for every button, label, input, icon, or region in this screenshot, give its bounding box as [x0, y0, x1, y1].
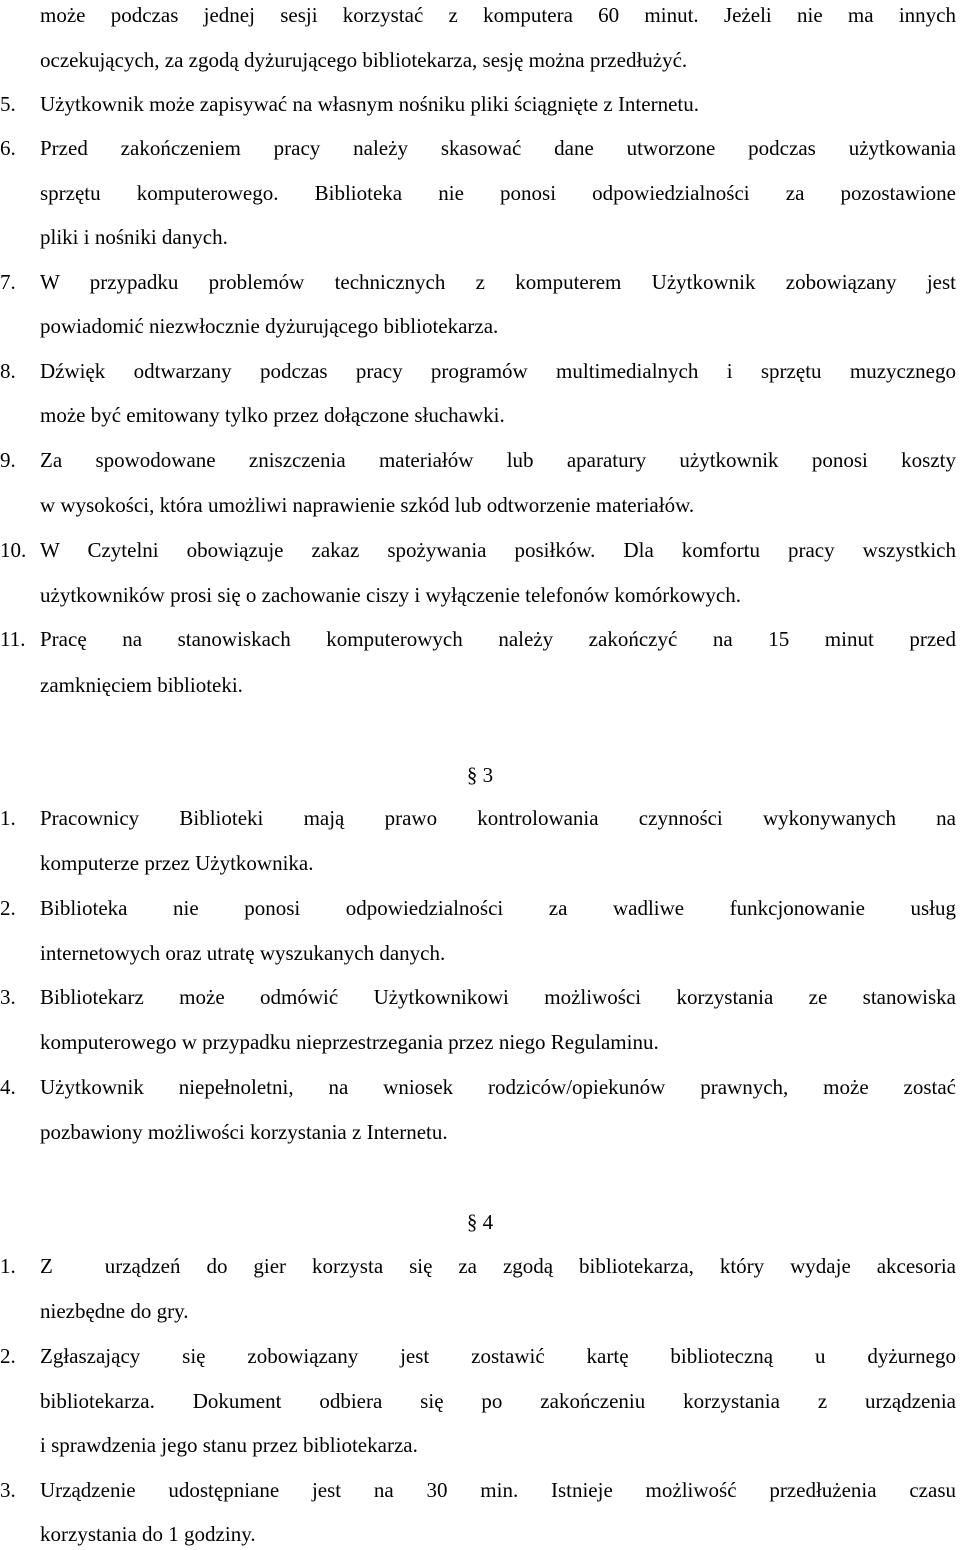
item-text-line: Przed zakończeniem pracy należy skasować dane utworzone podczas użytkowania	[40, 136, 956, 160]
item-number: 3.	[0, 985, 16, 1009]
item-text-line: komputerowego w przypadku nieprzestrzegania przez niego Regulaminu.	[40, 1030, 659, 1054]
item-text-line: W przypadku problemów technicznych z komputerem Użytkownik zobowiązany jest	[40, 270, 956, 294]
item-text-line: Zgłaszający się zobowiązany jest zostawić kartę biblioteczną u dyżurnego	[40, 1344, 956, 1368]
item-number: 7.	[0, 270, 16, 294]
item-text-line: Biblioteka nie ponosi odpowiedzialności za wadliwe funkcjonowanie usług	[40, 896, 956, 920]
item-text-line: może być emitowany tylko przez dołączone słuchawki.	[40, 403, 505, 427]
item-text-line: korzystania do 1 godziny.	[40, 1522, 256, 1546]
item-text-line: i sprawdzenia jego stanu przez bibliotekarza.	[40, 1433, 418, 1457]
item-number: 2.	[0, 896, 16, 920]
item-text-line: komputerze przez Użytkownika.	[40, 851, 314, 875]
item-text-line: Użytkownik może zapisywać na własnym nośniku pliki ściągnięte z Internetu.	[40, 92, 699, 116]
item-number: 8.	[0, 359, 16, 383]
item-number: 6.	[0, 136, 16, 160]
item-text-line: Bibliotekarz może odmówić Użytkownikowi możliwości korzystania ze stanowiska	[40, 985, 956, 1009]
item-number: 1.	[0, 1254, 16, 1278]
item-text-line: pliki i nośniki danych.	[40, 225, 228, 249]
item-text-line: niezbędne do gry.	[40, 1299, 189, 1323]
item-text-line: Użytkownik niepełnoletni, na wniosek rodziców/opiekunów prawnych, może zostać	[40, 1075, 956, 1099]
item-text-line: Z urządzeń do gier korzysta się za zgodą bibliotekarza, który wydaje akcesoria	[40, 1254, 956, 1278]
section-heading: § 4	[466, 1210, 494, 1234]
item-text-line: Urządzenie udostępniane jest na 30 min. Istnieje możliwość przedłużenia czasu	[40, 1478, 956, 1502]
item-number: 3.	[0, 1478, 16, 1502]
item-text-line: zamknięciem biblioteki.	[40, 673, 243, 697]
item-number: 4.	[0, 1075, 16, 1099]
item-text-line: bibliotekarza. Dokument odbiera się po zakończeniu korzystania z urządzenia	[40, 1389, 956, 1413]
item-text-line: Pracę na stanowiskach komputerowych należy zakończyć na 15 minut przed	[40, 627, 956, 651]
item-text-line: Za spowodowane zniszczenia materiałów lub aparatury użytkownik ponosi koszty	[40, 448, 956, 472]
item-number: 1.	[0, 806, 16, 830]
item-text-line: w wysokości, która umożliwi naprawienie szkód lub odtworzenie materiałów.	[40, 493, 695, 517]
item-text-line: Pracownicy Biblioteki mają prawo kontrolowania czynności wykonywanych na	[40, 806, 956, 830]
item-text-line: pozbawiony możliwości korzystania z Internetu.	[40, 1120, 448, 1144]
item-text-line: Dźwięk odtwarzany podczas pracy programów multimedialnych i sprzętu muzycznego	[40, 359, 956, 383]
item-text-line: internetowych oraz utratę wyszukanych danych.	[40, 941, 446, 965]
item-number: 10.	[0, 538, 27, 562]
item-text-line: powiadomić niezwłocznie dyżurującego bibliotekarza.	[40, 314, 499, 338]
continuation-line: oczekujących, za zgodą dyżurującego bibliotekarza, sesję można przedłużyć.	[40, 48, 688, 72]
item-text-line: użytkowników prosi się o zachowanie ciszy i wyłączenie telefonów komórkowych.	[40, 583, 741, 607]
item-number: 2.	[0, 1344, 16, 1368]
item-text-line: W Czytelni obowiązuje zakaz spożywania posiłków. Dla komfortu pracy wszystkich	[40, 538, 956, 562]
continuation-line: może podczas jednej sesji korzystać z komputera 60 minut. Jeżeli nie ma innych	[40, 3, 956, 27]
item-number: 9.	[0, 448, 16, 472]
item-text-line: sprzętu komputerowego. Biblioteka nie ponosi odpowiedzialności za pozostawione	[40, 181, 956, 205]
item-number: 11.	[0, 627, 26, 651]
item-number: 5.	[0, 92, 16, 116]
section-heading: § 3	[466, 763, 494, 787]
